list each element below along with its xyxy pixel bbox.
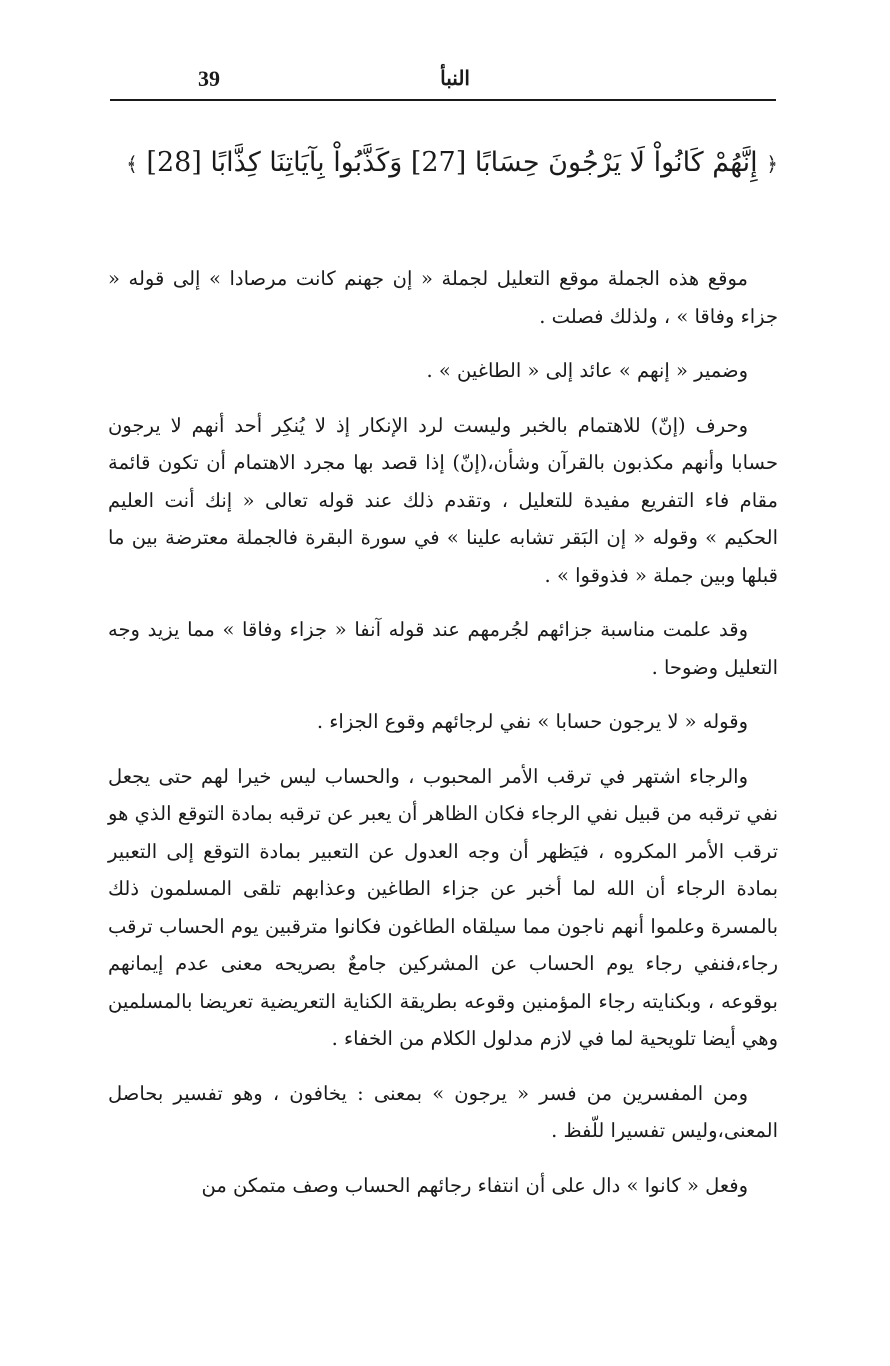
page-number: 39 (198, 66, 220, 91)
verse-close-bracket: ﴾ (126, 152, 138, 176)
paragraph: وقوله « لا يرجون حسابا » نفي لرجائهم وقوع الجزاء . (316, 710, 748, 733)
quran-verse (108, 135, 778, 192)
paragraph: موقع هذه الجملة موقع التعليل لجملة « إن جهنم كانت مرصادا » إلى قوله « جزاء وفاقا » ، ولذلك فصلت . (108, 267, 778, 328)
header-divider (110, 99, 776, 101)
paragraph: وفعل « كانوا » دال على أن انتفاء رجائهم الحساب وصف متمكن من (201, 1173, 748, 1197)
commentary-body (108, 260, 778, 1221)
paragraph: وقد علمت مناسبة جزائهم لجُرمهم عند قوله آنفا « جزاء وفاقا » مما يزيد وجه التعليل وضوحا . (108, 618, 778, 679)
page-header (110, 58, 775, 98)
verse-text: إِنَّهُمْ كَانُواْ لَا يَرْجُونَ حِسَابًا [27] وَكَذَّبُواْ بِآيَاتِنَا كِذَّابًا [28] (146, 147, 758, 178)
running-title: النبأ (440, 66, 470, 90)
paragraph: وحرف (إنّ) للاهتمام بالخبر وليست لرد الإنكار إذ لا يُنكِر أحد أنهم لا يرجون حسابا وأنهم مكذبون بالقرآن وشأن،(إنّ) إذا قصد بها مجرد الاهتمام أن تكون قائمة مقام فاء التفريع مفيدة للتعليل ، وتقدم ذلك عند قوله تعالى « إنك أنت العليم الحكيم » وقوله « إن البَقر تشابه علينا » في سورة البقرة فالجملة معترضة بين ما قبلها وبين جملة « فذوقوا » . (108, 413, 778, 587)
verse-open-bracket: ﴿ (766, 152, 778, 176)
paragraph: وضمير « إنهم » عائد إلى « الطاغين » . (426, 359, 748, 382)
paragraph: والرجاء اشتهر في ترقب الأمر المحبوب ، والحساب ليس خيرا لهم حتى يجعل نفي ترقبه من قبيل نفي الرجاء فكان الظاهر أن يعبر عن ترقبه بمادة التوقع الذي هو ترقب الأمر المكروه ، فيَظهر أن وجه العدول عن التعبير بمادة التوقع إلى التعبير بمادة الرجاء أن الله لما أخبر عن جزاء الطاغين وعذابهم تلقى المسلمون ذلك بالمسرة وعلموا أنهم ناجون مما سيلقاه الطاغون فكانوا مترقبين يوم الحساب ترقب رجاء،فنفي رجاء يوم الحساب عن المشركين جامعٌ بصريحه معنى عدم إيمانهم بوقوعه ، وبكنايته رجاء المؤمنين وقوعه بطريقة الكناية التعريضية تعريضا بالمسلمين وهي أيضا تلويحية لما في لازم مدلول الكلام من الخفاء . (108, 764, 778, 1050)
paragraph: ومن المفسرين من فسر « يرجون » بمعنى : يخافون ، وهو تفسير بحاصل المعنى،وليس تفسيرا للّفظ . (108, 1081, 778, 1142)
